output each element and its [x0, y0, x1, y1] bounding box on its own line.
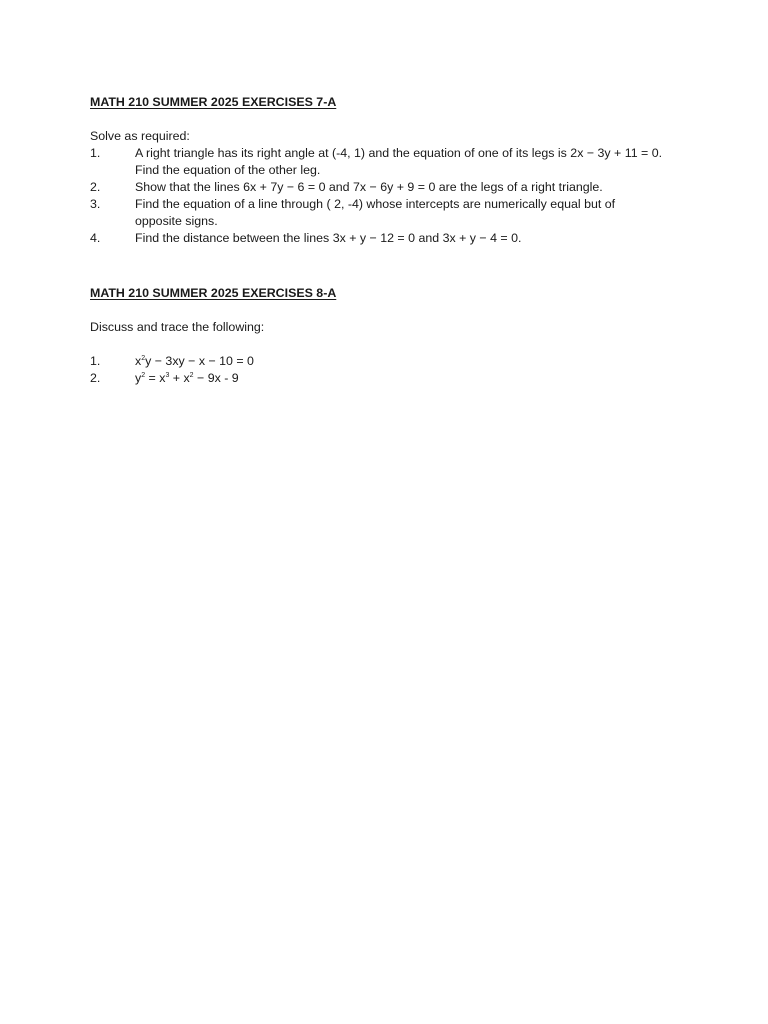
exercises-8a-intro: Discuss and trace the following:	[90, 320, 265, 334]
item-text-line: Find the distance between the lines 3x + y − 12 = 0 and 3x + y − 4 = 0.	[135, 231, 522, 245]
item-text	[135, 196, 690, 230]
equation-part: y	[135, 371, 142, 385]
exercises-8a-list	[90, 353, 690, 387]
item-number: 2.	[90, 180, 101, 194]
list-item	[90, 145, 690, 179]
equation-text	[135, 370, 690, 387]
item-text-line: Find the equation of a line through ( 2, -4) whose intercepts are numerically equal but of	[135, 197, 616, 211]
list-item	[90, 370, 690, 387]
list-item	[90, 196, 690, 230]
item-number: 3.	[90, 197, 101, 211]
list-item	[90, 230, 690, 247]
item-number: 2.	[90, 371, 101, 385]
equation-part: = x	[145, 371, 166, 385]
exponent: 2	[189, 372, 194, 379]
item-number: 4.	[90, 231, 101, 245]
item-number: 1.	[90, 354, 101, 368]
exercises-7a-intro: Solve as required:	[90, 129, 190, 143]
list-item	[90, 353, 690, 370]
item-text	[135, 179, 690, 196]
equation-part: − 9x - 9	[193, 371, 239, 385]
item-text	[135, 230, 690, 247]
equation-part: y − 3xy − x − 10 = 0	[145, 354, 254, 368]
equation-part: x	[135, 354, 142, 368]
item-text-line: opposite signs.	[135, 214, 218, 228]
item-text-line: A right triangle has its right angle at (-4, 1) and the equation of one of its legs is 2x − 3y + 11 = 0.	[135, 146, 663, 160]
exercises-7a-heading: MATH 210 SUMMER 2025 EXERCISES 7-A	[90, 95, 337, 109]
exponent: 2	[141, 372, 146, 379]
exercises-7a-list	[90, 145, 690, 247]
exercises-8a-section	[90, 285, 690, 387]
exercises-7a-section	[90, 94, 690, 247]
equation-part: + x	[169, 371, 190, 385]
exercises-8a-heading: MATH 210 SUMMER 2025 EXERCISES 8-A	[90, 286, 337, 300]
equation-text	[135, 353, 690, 370]
item-text-line: Show that the lines 6x + 7y − 6 = 0 and 7x − 6y + 9 = 0 are the legs of a right triangle.	[135, 180, 603, 194]
item-number: 1.	[90, 146, 101, 160]
item-text-line: Find the equation of the other leg.	[135, 163, 321, 177]
exponent: 2	[141, 355, 146, 362]
item-text	[135, 145, 690, 179]
exponent: 3	[165, 372, 170, 379]
list-item	[90, 179, 690, 196]
